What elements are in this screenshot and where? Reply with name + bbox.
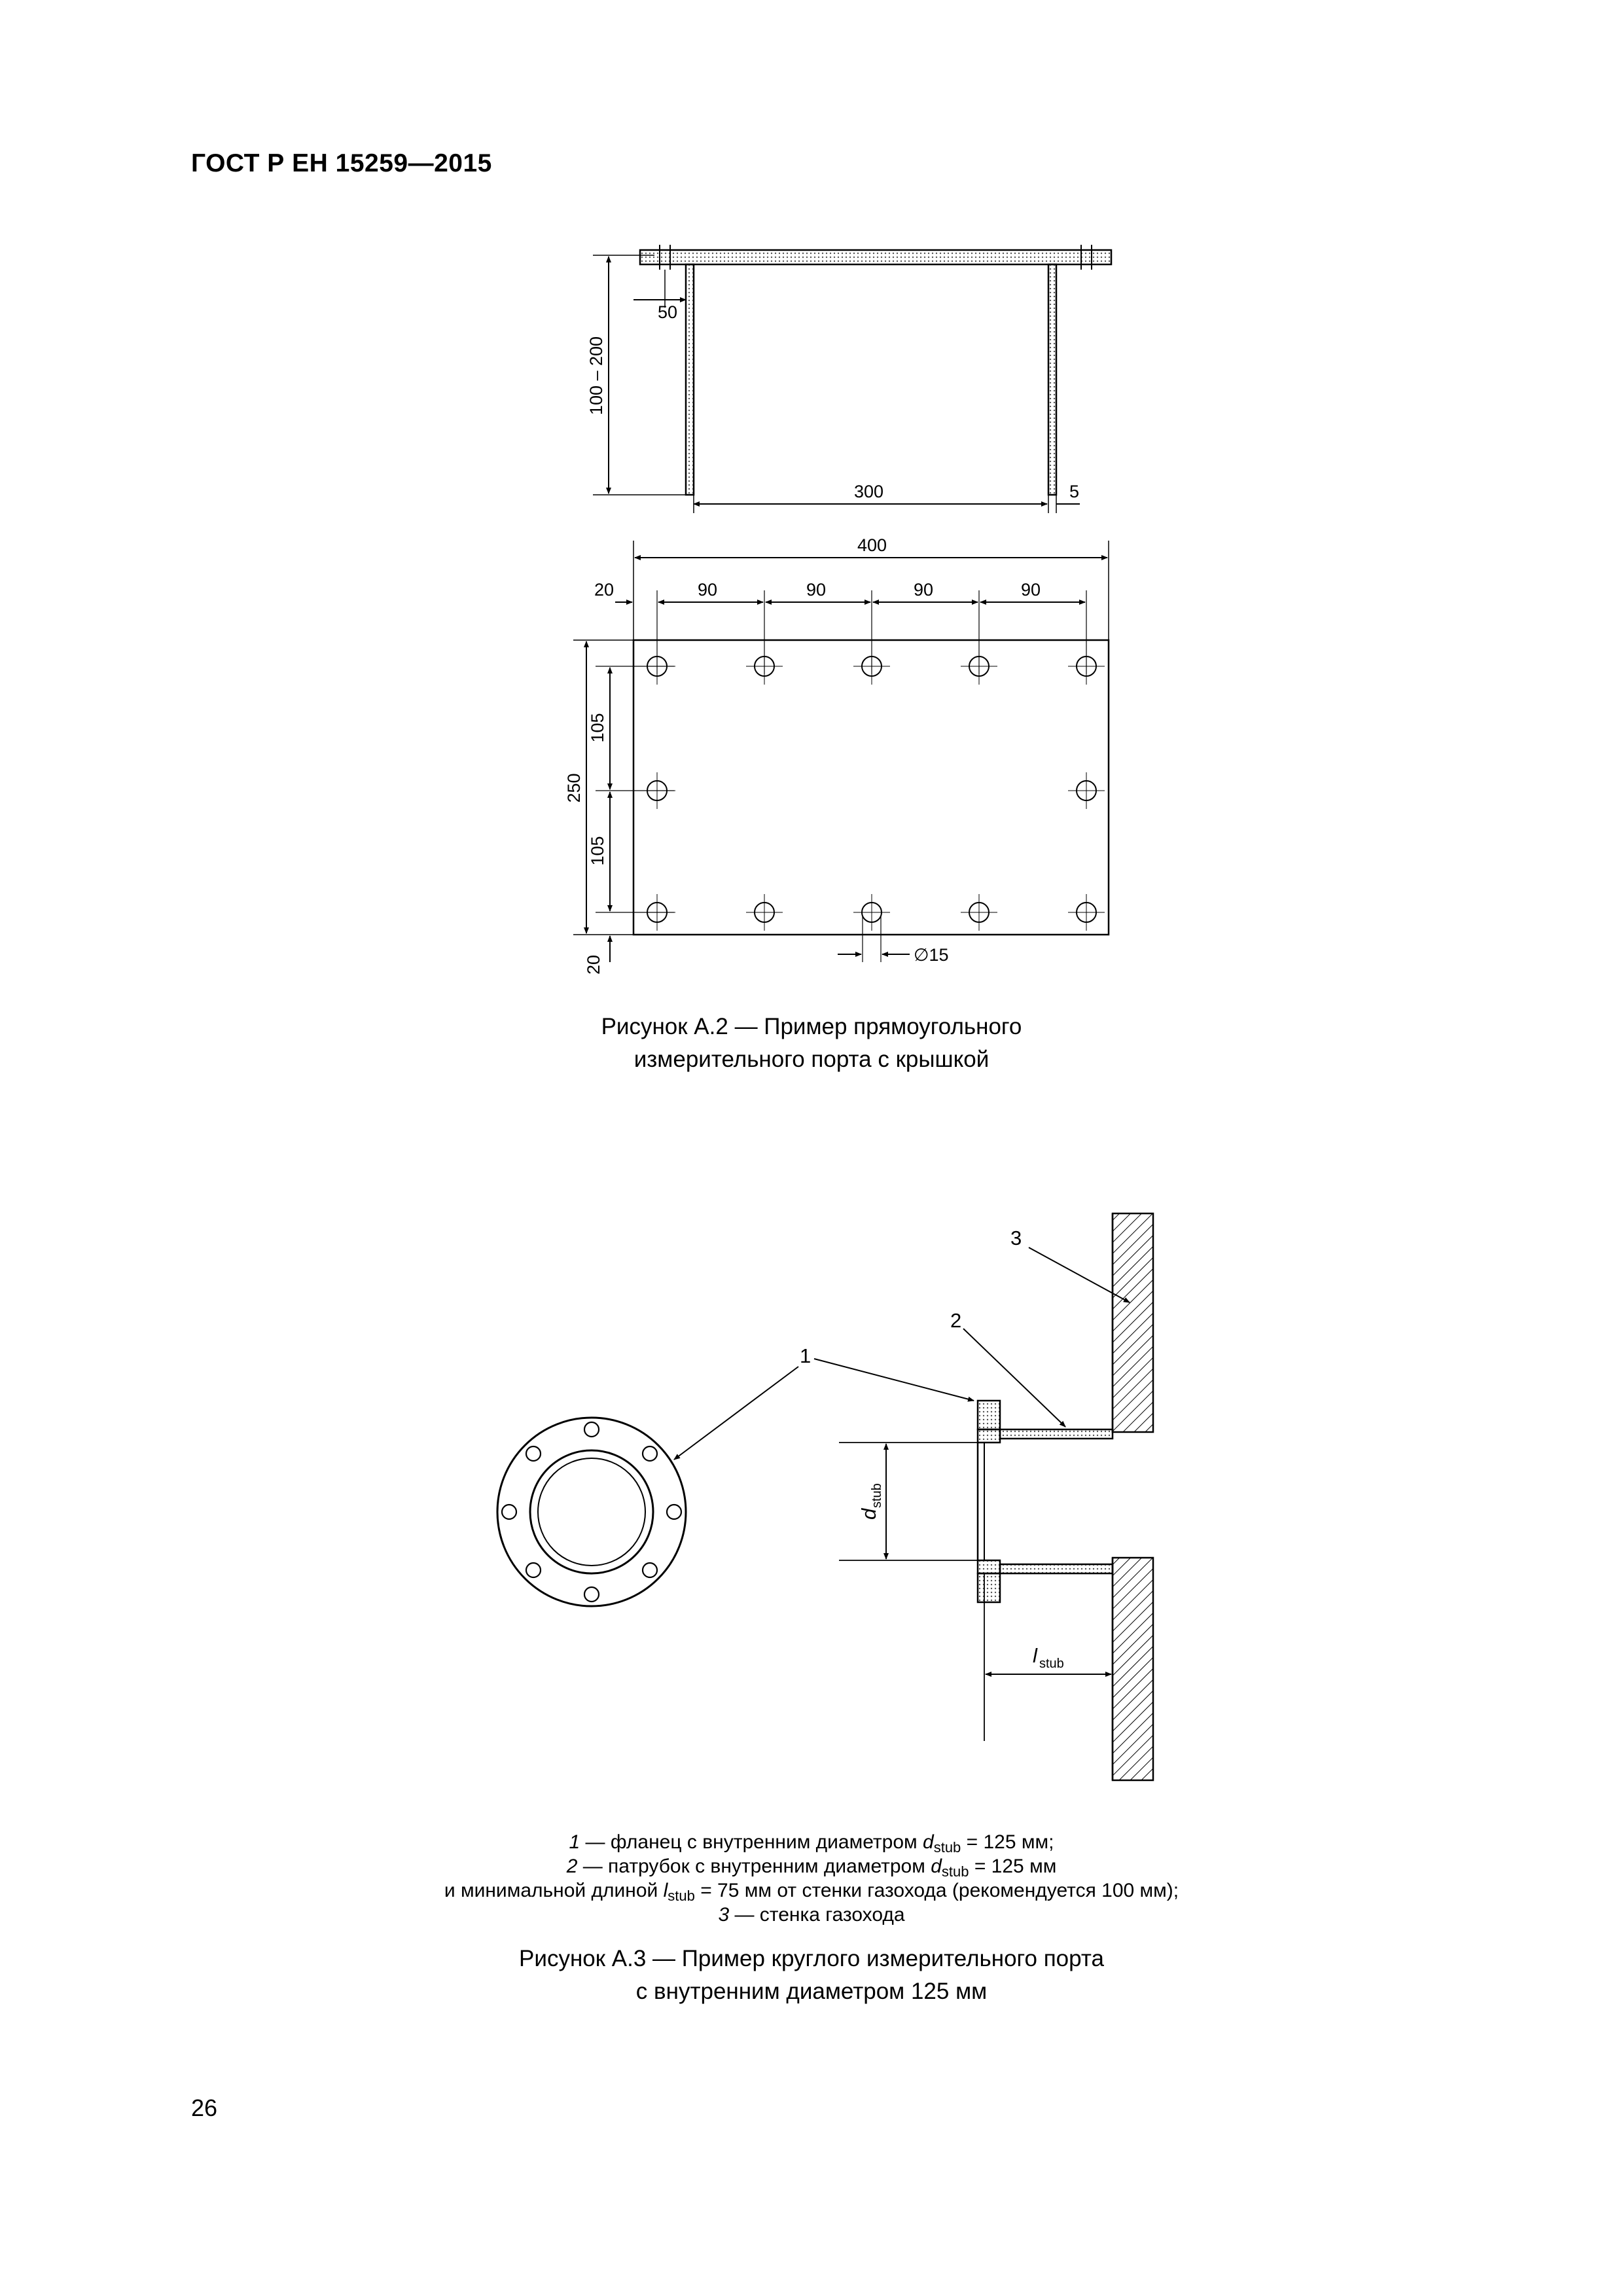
legend-sub: stub xyxy=(668,1888,695,1904)
bolt-hole xyxy=(1068,894,1105,931)
figure-a2-holes xyxy=(639,648,1105,931)
figure-a2-caption-line1: Рисунок А.2 — Пример прямоугольного xyxy=(601,1014,1022,1039)
legend-num: 2 xyxy=(566,1856,578,1877)
legend-text: и минимальной длиной xyxy=(444,1880,664,1901)
bolt-hole xyxy=(746,648,783,685)
dim-vertical-pitch-2: 105 xyxy=(588,836,607,866)
callout-2: 2 xyxy=(950,1309,962,1332)
flange-bolt-hole xyxy=(502,1505,516,1519)
bolt-hole xyxy=(639,894,675,931)
legend-item-1 xyxy=(0,1830,1623,1854)
dim-wall-thickness: 5 xyxy=(1069,482,1080,501)
legend-text: = 125 мм; xyxy=(961,1831,1054,1853)
figure-a2-plan-view xyxy=(573,541,1109,962)
legend-item-2-cont xyxy=(0,1878,1623,1903)
bolt-hole xyxy=(961,894,997,931)
figure-a3-caption xyxy=(0,1943,1623,2008)
dim-pitch-1: 90 xyxy=(698,580,718,600)
document-header: ГОСТ Р ЕН 15259—2015 xyxy=(191,149,492,177)
flange-bolt-hole xyxy=(584,1422,599,1437)
legend-text: — стенка газохода xyxy=(729,1904,905,1926)
callout-3: 3 xyxy=(1010,1227,1022,1249)
dim-pitch-4: 90 xyxy=(1021,580,1041,600)
legend-text: = 75 мм от стенки газохода (рекомендуется 100 мм); xyxy=(694,1880,1179,1901)
figure-a2-caption-line2: измерительного порта с крышкой xyxy=(633,1047,990,1072)
page-number: 26 xyxy=(191,2094,218,2121)
figure-a3-section-view xyxy=(674,1213,1153,1780)
bolt-hole xyxy=(1068,772,1105,809)
legend-sub: stub xyxy=(933,1839,961,1856)
dim-d-symbol: d xyxy=(857,1508,880,1520)
legend-var: d xyxy=(931,1856,942,1877)
dim-l-symbol: l xyxy=(1033,1644,1037,1667)
figure-a3-caption-line1: Рисунок А.3 — Пример круглого измерительного порта xyxy=(519,1946,1104,1971)
flange-bolt-hole xyxy=(584,1587,599,1602)
legend-sub: stub xyxy=(941,1863,969,1880)
dim-flange-offset: 50 xyxy=(658,302,678,322)
legend-var: d xyxy=(923,1831,934,1853)
bolt-hole xyxy=(853,648,890,685)
dim-edge-margin-left: 20 xyxy=(594,580,615,600)
bolt-hole xyxy=(853,894,890,931)
legend-item-3 xyxy=(0,1903,1623,1927)
figure-a3-flange-front-view xyxy=(497,1418,686,1606)
bolt-hole xyxy=(1068,648,1105,685)
flange-bolt-hole xyxy=(526,1563,541,1577)
figure-a3-caption-line2: с внутренним диаметром 125 мм xyxy=(635,1979,988,2004)
bolt-hole xyxy=(961,648,997,685)
legend-text: — патрубок с внутренним диаметром xyxy=(577,1856,931,1877)
figure-a2-side-view xyxy=(593,245,1111,513)
flange-bolt-hole xyxy=(526,1446,541,1461)
bolt-hole xyxy=(639,772,675,809)
callout-1: 1 xyxy=(800,1344,812,1367)
dim-inner-width: 300 xyxy=(854,482,884,501)
legend-num: 3 xyxy=(718,1904,730,1926)
dim-total-height: 250 xyxy=(564,773,584,803)
flange-bolt-hole xyxy=(667,1505,681,1519)
flange-bolt-hole xyxy=(643,1446,657,1461)
figure-a2-side-labels xyxy=(586,302,1079,501)
dim-hole-diameter: ∅15 xyxy=(914,945,949,965)
bolt-hole xyxy=(746,894,783,931)
dim-pitch-2: 90 xyxy=(806,580,827,600)
legend-item-2 xyxy=(0,1854,1623,1878)
dim-edge-margin-bottom: 20 xyxy=(584,954,603,975)
legend-var: l xyxy=(663,1880,668,1901)
legend-text: — фланец с внутренним диаметром xyxy=(580,1831,923,1853)
figure-a3-labels xyxy=(800,1227,1064,1671)
dim-pitch-3: 90 xyxy=(914,580,934,600)
dim-l-subscript: stub xyxy=(1039,1657,1064,1671)
dim-d-subscript: stub xyxy=(870,1483,884,1508)
figure-a2-plan-labels xyxy=(564,535,1041,975)
legend-num: 1 xyxy=(569,1831,580,1853)
bolt-hole xyxy=(639,648,675,685)
dim-vertical-pitch-1: 105 xyxy=(588,713,607,743)
figure-a3-legend xyxy=(0,1830,1623,1927)
flange-bolt-hole xyxy=(643,1563,657,1577)
legend-text: = 125 мм xyxy=(969,1856,1057,1877)
dim-height-range: 100 – 200 xyxy=(586,336,606,416)
figure-a2-caption xyxy=(0,1011,1623,1076)
dim-total-width: 400 xyxy=(857,535,887,555)
